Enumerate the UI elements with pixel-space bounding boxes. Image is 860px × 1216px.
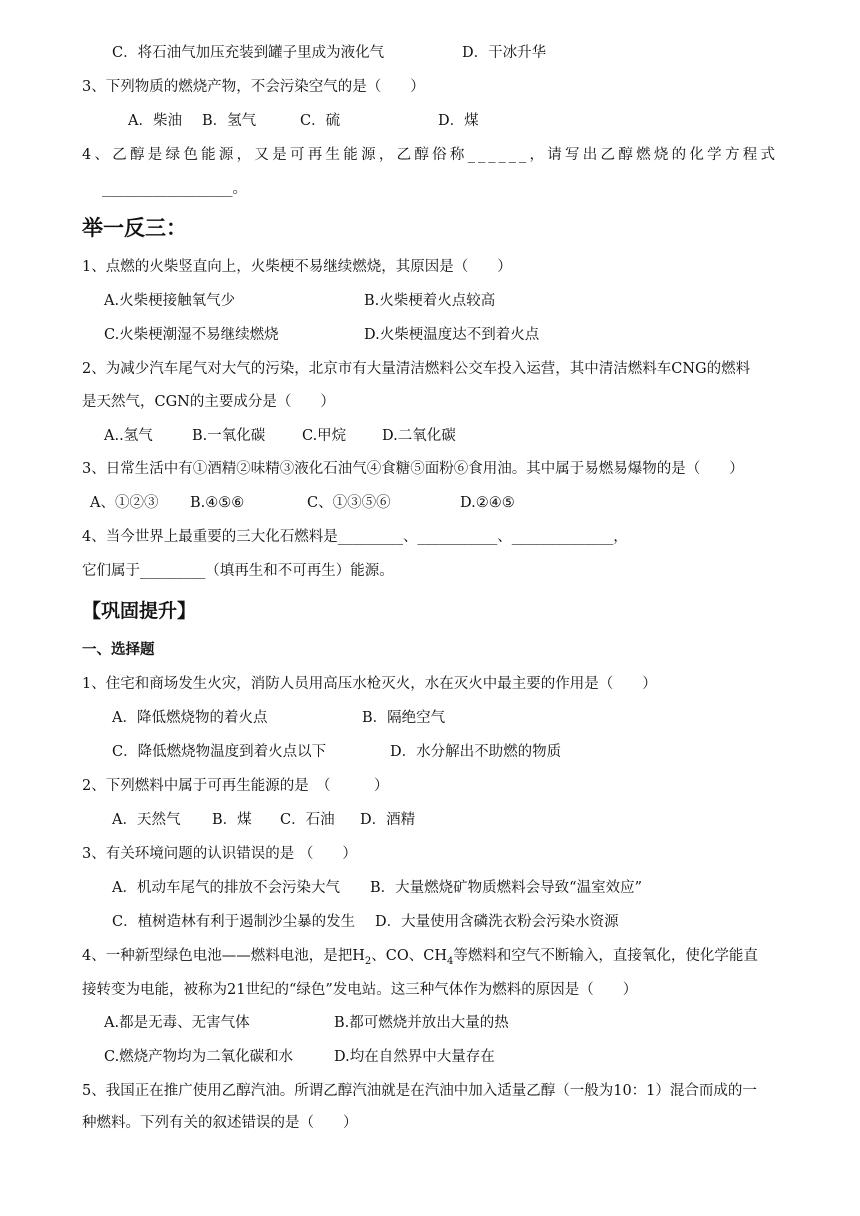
- option-c: C、①③⑤⑥: [307, 495, 391, 511]
- option-a: A..氢气: [104, 428, 153, 444]
- option-b: B．大量燃烧矿物质燃料会导致“温室效应”: [370, 880, 642, 896]
- option-c: C．降低燃烧物温度到着火点以下: [112, 744, 327, 760]
- question-4-line2: 它们属于_________（填再生和不可再生）能源。: [82, 563, 394, 579]
- option-b: B．氢气: [202, 113, 257, 129]
- option-a: A.都是无毒、无害气体: [104, 1015, 250, 1031]
- option-d: D.②④⑤: [460, 495, 515, 511]
- option-a: A．机动车尾气的排放不会污染大气: [112, 880, 340, 896]
- option-a: A、①②③: [90, 495, 159, 511]
- question-4-line2: 接转变为电能，被称为21世纪的“绿色”发电站。这三种气体作为燃料的原因是（ ）: [82, 982, 638, 998]
- question-4-line1: 4、一种新型绿色电池——燃料电池，是把$H_2$、CO、$CH_4$等燃料和空气不断输入，直接氧化，使化学能直: [82, 948, 758, 967]
- subsection-title: 一、选择题: [82, 642, 155, 658]
- option-c: C．植树造林有利于遏制沙尘暴的发生: [112, 914, 356, 930]
- option-d: D．水分解出不助燃的物质: [390, 744, 562, 760]
- section-title: 举一反三：: [82, 216, 187, 240]
- option-a: A．柴油: [128, 113, 182, 129]
- question-3-stem: 3、日常生活中有①酒精②味精③液化石油气④食糖⑤面粉⑥食用油。其中属于易燃易爆物的是（ ）: [82, 461, 744, 477]
- question-2-line2: 是天然气，CGN的主要成分是（ ）: [82, 394, 335, 410]
- question-5-line1: 5、我国正在推广使用乙醇汽油。所谓乙醇汽油就是在汽油中加入适量乙醇（一般为10：1）混合而成的一: [82, 1083, 757, 1099]
- question-2-line1: 2、为减少汽车尾气对大气的污染，北京市有大量清洁燃料公交车投入运营，其中清洁燃料车CNG的燃料: [82, 361, 751, 377]
- option-b: B．煤: [212, 812, 252, 828]
- option-d: D.均在自然界中大量存在: [334, 1049, 495, 1065]
- option-b: B.火柴梗着火点较高: [364, 293, 496, 309]
- option-b: B.都可燃烧并放出大量的热: [334, 1015, 509, 1031]
- question-5-line2: 种燃料。下列有关的叙述错误的是（ ）: [82, 1115, 358, 1131]
- option-c: C．将石油气加压充装到罐子里成为液化气: [112, 45, 385, 61]
- option-d: D．煤: [438, 113, 479, 129]
- option-a: A．天然气: [112, 812, 181, 828]
- option-d: D.二氧化碳: [382, 428, 456, 444]
- question-2-stem: 2、下列燃料中属于可再生能源的是 （ ）: [82, 778, 389, 794]
- option-b: B．隔绝空气: [362, 710, 446, 726]
- question-1-stem: 1、点燃的火柴竖直向上，火柴梗不易继续燃烧，其原因是（ ）: [82, 259, 512, 275]
- option-c: C．石油: [280, 812, 335, 828]
- question-3-stem: 3、下列物质的燃烧产物，不会污染空气的是（ ）: [82, 79, 425, 95]
- section-title: 【巩固提升】: [82, 600, 197, 622]
- option-d: D．大量使用含磷洗衣粉会污染水资源: [375, 914, 619, 930]
- question-4-line1: 4、乙醇是绿色能源，又是可再生能源，乙醇俗称______，请写出乙醇燃烧的化学方程式: [82, 147, 778, 163]
- option-c: C.燃烧产物均为二氧化碳和水: [104, 1049, 294, 1065]
- question-4-line2: __________________。: [102, 181, 247, 197]
- option-d: D.火柴梗温度达不到着火点: [364, 327, 540, 343]
- option-c: C.火柴梗潮湿不易继续燃烧: [104, 327, 279, 343]
- option-d: D．酒精: [360, 812, 416, 828]
- option-a: A.火柴梗接触氧气少: [104, 293, 236, 309]
- option-c: C.甲烷: [302, 428, 347, 444]
- question-1-stem: 1、住宅和商场发生火灾，消防人员用高压水枪灭火，水在灭火中最主要的作用是（ ）: [82, 676, 657, 692]
- option-a: A．降低燃烧物的着火点: [112, 710, 268, 726]
- option-c: C．硫: [300, 113, 341, 129]
- option-b: B.一氧化碳: [192, 428, 266, 444]
- option-d: D．干冰升华: [462, 45, 547, 61]
- question-3-stem: 3、有关环境问题的认识错误的是 （ ）: [82, 846, 357, 862]
- question-4-line1: 4、当今世界上最重要的三大化石燃料是_________、___________、______________，: [82, 529, 628, 545]
- option-b: B.④⑤⑥: [190, 495, 245, 511]
